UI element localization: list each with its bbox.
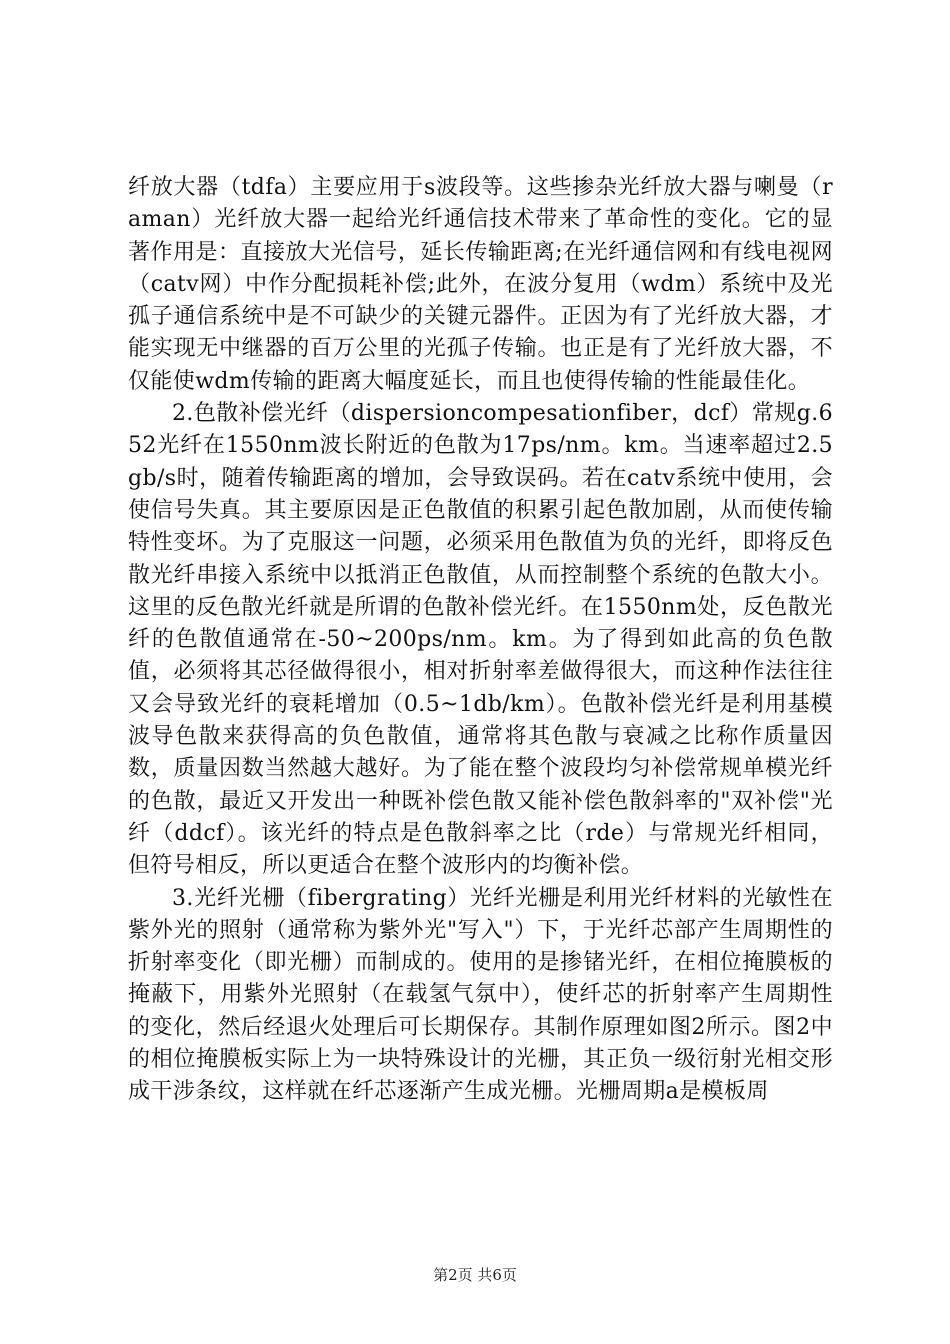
paragraph-1: 纤放大器（tdfa）主要应用于s波段等。这些掺杂光纤放大器与喇曼（raman）光纤放大器一起给光纤通信技术带来了革命性的变化。它的显著作用是：直接放大光信号，延长传输距离;在光纤通信网和有线电视网（catv网）中作分配损耗补偿;此外，在波分复用（wdm）系统中及光孤子通信系统中是不可缺少的关键元器件。正因为有了光纤放大器，才能实现无中继器的百万公里的光孤子传输。也正是有了光纤放大器，不仅能使wdm传输的距离大幅度延长，而且也使得传输的性能最佳化。 bbox=[128, 175, 833, 394]
document-body bbox=[128, 172, 833, 1109]
paragraph-2: 2.色散补偿光纤（dispersioncompesationfiber，dcf）常规g.652光纤在1550nm波长附近的色散为17ps/nm。km。当速率超过2.5gb/s时，随着传输距离的增加，会导致误码。若在catv系统中使用，会使信号失真。其主要原因是正色散值的积累引起色散加剧，从而使传输特性变坏。为了克服这一问题，必须采用色散值为负的光纤，即将反色散光纤串接入系统中以抵消正色散值，从而控制整个系统的色散大小。这里的反色散光纤就是所谓的色散补偿光纤。在1550nm处，反色散光纤的色散值通常在-50~200ps/nm。km。为了得到如此高的负色散值，必须将其芯径做得很小，相对折射率差做得很大，而这种作法往往又会导致光纤的衰耗增加（0.5~1db/km）。色散补偿光纤是利用基模波导色散来获得高的负色散值，通常将其色散与衰减之比称作质量因数，质量因数当然越大越好。为了能在整个波段均匀补偿常规单模光纤的色散，最近又开发出一种既补偿色散又能补偿色散斜率的"双补偿"光纤（ddcf）。该光纤的特点是色散斜率之比（rde）与常规光纤相同，但符号相反，所以更适合在整个波形内的均衡补偿。 bbox=[128, 401, 833, 879]
page-footer: 第2页 共6页 bbox=[433, 1266, 517, 1284]
paragraph-3: 3.光纤光栅（fibergrating）光纤光栅是利用光纤材料的光敏性在紫外光的照射（通常称为紫外光"写入"）下，于光纤芯部产生周期性的折射率变化（即光栅）而制成的。使用的是掺锗光纤，在相位掩膜板的掩蔽下，用紫外光照射（在载氢气氛中），使纤芯的折射率产生周期性的变化，然后经退火处理后可长期保存。其制作原理如图2所示。图2中的相位掩膜板实际上为一块特殊设计的光栅，其正负一级衍射光相交形成干涉条纹，这样就在纤芯逐渐产生成光栅。光栅周期a是模板周 bbox=[128, 885, 833, 1105]
